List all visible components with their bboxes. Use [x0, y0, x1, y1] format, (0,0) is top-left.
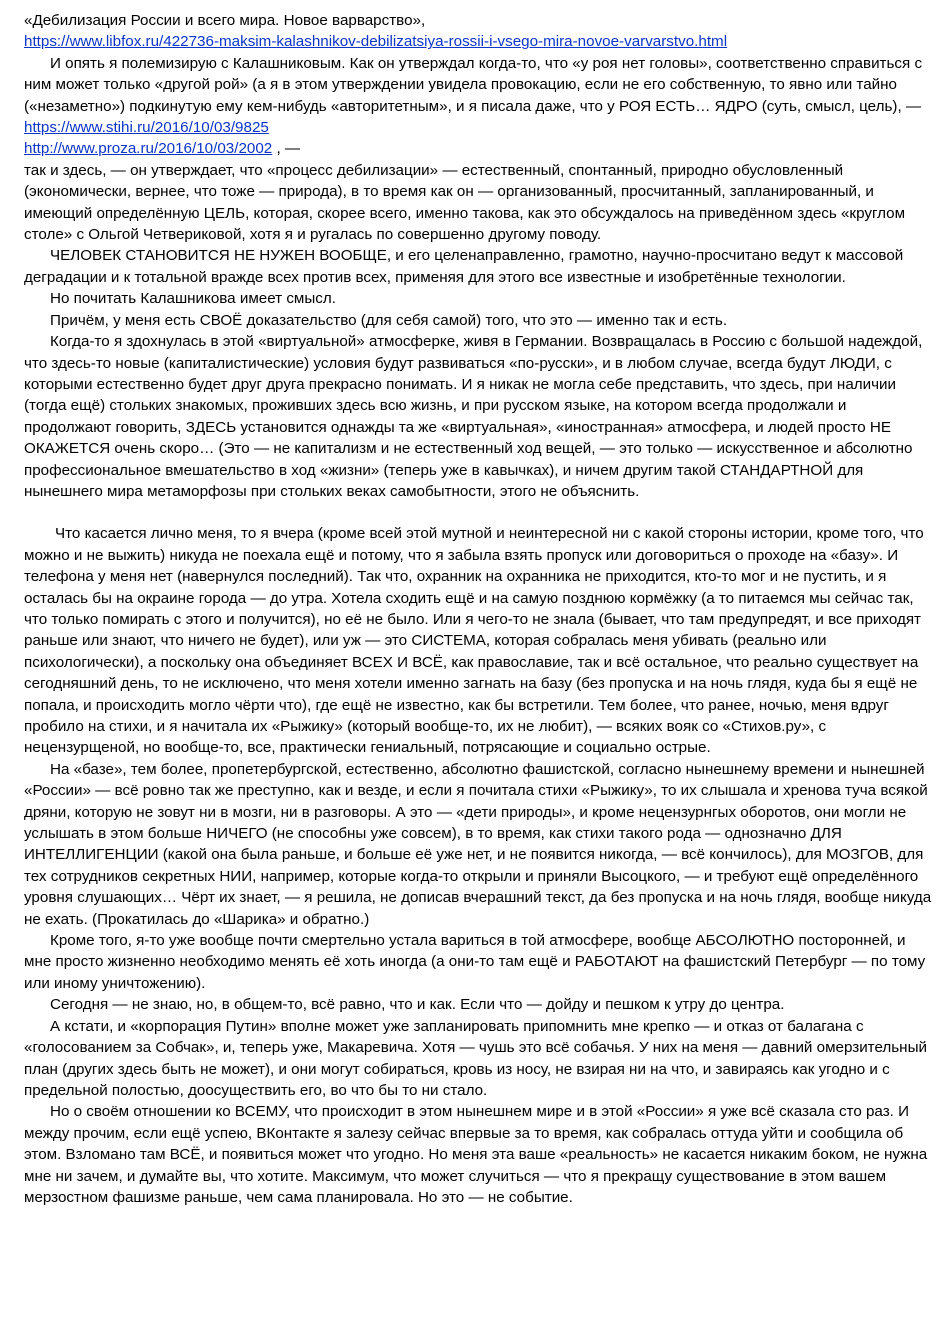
- proza-link[interactable]: http://www.proza.ru/2016/10/03/2002: [24, 140, 273, 158]
- paragraph-end: Но о своём отношении ко ВСЕМУ, что происходит в этом нынешнем мире и в этой «России» я уже всё сказала сто раз. И между прочим, если ещё успею, ВКонтакте я залезу сейчас впервые за то время, как собралась оттуда уйти и сообщила об этом. Взломано там ВСЁ, и появиться может что угодно. Но меня эта ваше «реальность» не касается никаким боком, не нужна мне ни зачем, и думайте вы, что хотите. Максимум, что может случиться — что я прекращу существование в этом вашем мерзостном фашизме раньше, чем сама планировала. Но это — не событие.: [24, 1103, 928, 1206]
- source-title-line: «Дебилизация России и всего мира. Новое варварство»,: [24, 12, 426, 29]
- proza-link-suffix: , —: [272, 140, 301, 158]
- paragraph-tired: Кроме того, я-то уже вообще почти смертельно устала вариться в той атмосфере, вообще АБСОЛЮТНО посторонней, и мне просто жизненно необходимо менять её хоть иногда (а они-то там ещё и РАБОТАЮТ на фашистский Петербург — по тому или иному уничтожению).: [24, 932, 926, 992]
- stihi-link-line: [24, 117, 932, 138]
- paragraph-proof: Причём, у меня есть СВОЁ доказательство (для себя самой) того, что это — именно так и есть.: [50, 311, 728, 329]
- paragraph-germany: Когда-то я здохнулась в этой «виртуальной» атмосферке, живя в Германии. Возвращалась в Россию с большой надеждой, что здесь-то новые (капиталистические) условия будут развиваться «по-русски», и в любом случае, всегда будут ЛЮДИ, с которыми естественно будет друг друга прекрасно понимать. И я никак не могла себе представить, что здесь, при наличии (тогда ещё) стольких знакомых, проживших здесь всю жизнь, и при русском языке, на котором всегда продолжали и продолжают говорить, ЗДЕСЬ установится однажды та же «виртуальная», «иностранная» атмосфера, и людей просто НЕ ОКАЖЕТСЯ очень скоро… (Это — не капитализм и не естественный ход вещей, — это только — искусственное и абсолютно профессиональное вмешательство в ход «жизни» (теперь уже в кавычках), и ничем другим такой СТАНДАРТНОЙ для нынешнего мира метаморфозы при стольких веках самобытности, этого не объяснить.: [24, 333, 923, 500]
- paragraph-gap: [24, 502, 932, 523]
- proza-link-line: [24, 138, 932, 159]
- paragraph-me: Что касается лично меня, то я вчера (кроме всей этой мутной и неинтересной ни с какой стороны истории, кроме того, что можно и не выжить) никуда не поехала ещё и потому, что я забыла взять пропуск или договориться о проходе на «базу». И телефона у меня нет (навернулся последний). Так что, охранник на охранника не приходится, кто-то мог и не пустить, и я осталась бы на окраине города — до утра. Хотела сходить ещё и на самую позднюю кормёжку (а то питаемся мы сейчас так, что только помирать с этого и получится), но её не было. Или я чего-то не знала (бывает, что там предупредят, и все приходят раньше или знают, что ничего не будет), или уж — это СИСТЕМА, которая собралась меня убивать (реально или психологически), а поскольку она объединяет ВСЕХ И ВСЁ, как православие, так и всё остальное, что реально существует на сегодняшний день, то не исключено, что меня хотели именно загнать на базу (без пропуска и на ночь глядя, куда бы я ещё не попала, и происходить могло чёрти что), где ещё не известно, как бы встретили. Тем более, что ранее, ночью, меня вдруг пробило на стихи, и я начитала их «Рыжику» (который вообще-то, их не любит), — всяких вояк со «Стихов.ру», с нецензурщеной, но вообще-то, все, практически гениальный, потрясающие и социально острые.: [24, 525, 924, 757]
- libfox-link[interactable]: https://www.libfox.ru/422736-maksim-kalashnikov-debilizatsiya-rossii-i-vsego-mira-novoe-varvarstvo.html: [24, 33, 728, 51]
- libfox-link-line: [24, 31, 932, 52]
- paragraph-human: ЧЕЛОВЕК СТАНОВИТСЯ НЕ НУЖЕН ВООБЩЕ, и его целенаправленно, грамотно, научно-просчитано ведут к массовой деградации и к тотальной вражде всех против всех, применяя для этого все известные и изобретённые технологии.: [24, 247, 904, 286]
- stihi-link[interactable]: https://www.stihi.ru/2016/10/03/9825: [24, 119, 269, 137]
- paragraph-putin: А кстати, и «корпорация Путин» вполне может уже запланировать припомнить мне крепко — и отказ от балагана с «голосованием за Собчак», и, теперь уже, Макаревича. Хотя — чушь это всё собачья. У них на меня — давний омерзительный план (других здесь быть не может), и они могут собираться, кровь из носу, не взирая ни на что, и завираясь как угодно и с предельной полостью, доосуществить его, во что бы то ни стало.: [24, 1017, 927, 1099]
- paragraph-here: так и здесь, — он утверждает, что «процесс дебилизации» — естественный, спонтанный, природно обусловленный (экономически, вернее, что тоже — природа), в то время как он — организованный, просчитанный, запланированный, и имеющий определённую ЦЕЛЬ, которая, скорее всего, именно такова, как это обсуждалось на приведённом здесь «круглом столе» с Ольгой Четвериковой, хотя я и ругалась по совершенно другому поводу.: [24, 161, 906, 244]
- paragraph-base: На «базе», тем более, пропетербургской, естественно, абсолютно фашистской, согласно нынешнему времени и нынешней «России» — всё ровно так же преступно, как и везде, и если я почитала стихи «Рыжику», то их слышала и хренова туча всякой дряни, которую не зовут ни в мозги, ни в разговоры. А это — «дети природы», и кроме нецензурнгых оборотов, они могли не услышать в этом больше НИЧЕГО (не способны уже совсем), в то время, как стихи такого рода — однозначно ДЛЯ ИНТЕЛЛИГЕНЦИИ (какой она была раньше, и больше её уже нет, и не появится никогда, — всё кончилось), для МОЗГОВ, для тех сотрудников секретных НИИ, например, которые когда-то открыли и приняли Высоцкого, — и требуют ещё определённого уровня слушающих… Чёрт их знает, — я решила, не дописав вчерашний текст, да без пропуска и на ночь глядя, вообще никуда не ехать. (Прокатилась до «Шарика» и обратно.): [24, 760, 932, 928]
- paragraph-intro: И опять я полемизирую с Калашниковым. Как он утверждал когда-то, что «у роя нет головы», соответственно справиться с ним может только «другой рой» (а я в этом утверждении увидела провокацию, если не его собственную, то явно или тайно («незаметно») подкинутую ему кем-нибудь «авторитетным», и я писала даже, что у РОЯ ЕСТЬ… ЯДРО (суть, смысл, цель), —: [24, 54, 923, 115]
- paragraph-read: Но почитать Калашникова имеет смысл.: [50, 290, 336, 308]
- paragraph-today: Сегодня — не знаю, но, в общем-то, всё равно, что и как. Если что — дойду и пешком к утру до центра.: [50, 996, 785, 1014]
